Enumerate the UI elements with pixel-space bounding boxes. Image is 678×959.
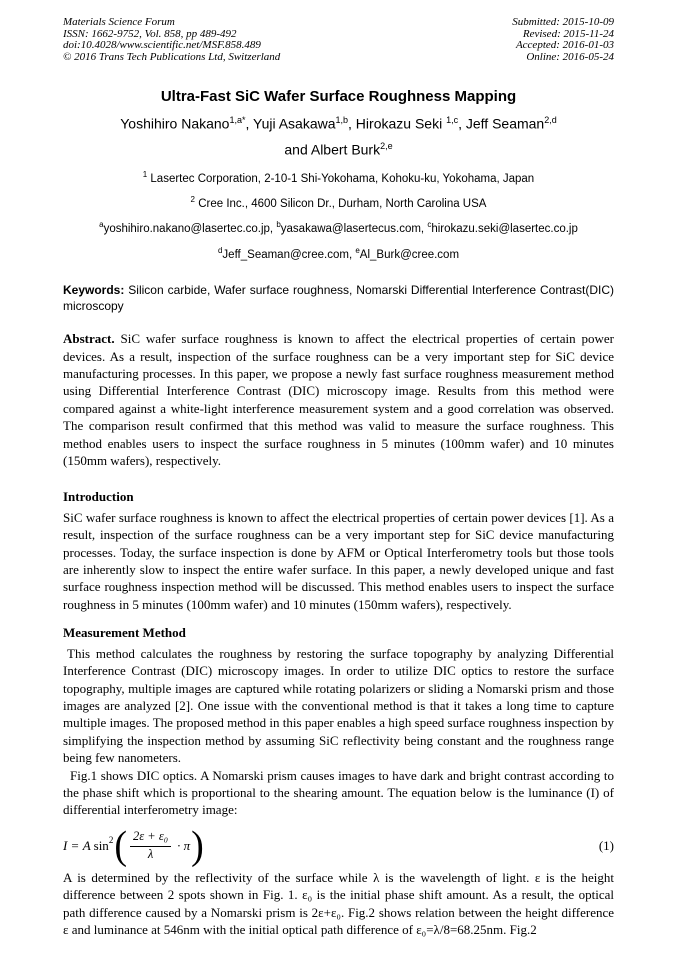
doi-line: doi:10.4028/www.scientific.net/MSF.858.489 [63, 39, 261, 52]
journal-name: Materials Science Forum [63, 16, 175, 28]
keywords-text: Silicon carbide, Wafer surface roughness, Nomarski Differential Interference Contrast(DIC) microscopy [63, 283, 614, 313]
section-heading-measurement-method: Measurement Method [63, 625, 186, 641]
email-address: yasakawa@lasertecus.com, [280, 223, 428, 236]
introduction-paragraph: SiC wafer surface roughness is known to affect the electrical properties of certain power devices [1]. As a result, inspection of the surface roughness can be a very important step for SiC device manufacturing processes. Today, the surface inspection is done by AFM or Optical Interferometry tools but those tools are inherently slow to inspect the entire wafer surface. In this paper, a newly developed unique and fast surface roughness inspection method will be discussed. This method enables users to inspect the surface roughness in 5 minutes (100mm wafer) and 10 minutes (150mm wafers), respectively. [63, 509, 614, 612]
equation-numerator: 2ε + ε₀ [130, 829, 171, 847]
issn-volume-line: ISSN: 1662-9752, Vol. 858, pp 489-492 [63, 27, 237, 40]
journal-header [63, 17, 614, 63]
equation-close-paren: ) [191, 823, 204, 868]
abstract-section [63, 330, 614, 469]
paper-title: Ultra-Fast SiC Wafer Surface Roughness Mapping [160, 88, 517, 106]
equation-number: (1) [598, 837, 614, 853]
measurement-method-paragraph-3: A is determined by the reflectivity of the surface while λ is the wavelength of light. ε is the height difference between 2 spots shown in Fig. 1. ε₀ is the initial phase shift amount. As a result, the optical path difference caused by a Nomarski prism is 2ε+ε₀. Fig.2 shows relation between the height difference ε and luminance at 546nm with the initial optical path difference of ε₀=λ/8=68.25nm. Fig.2 [63, 869, 614, 937]
affiliation-2 [63, 193, 614, 211]
submitted-date: Submitted: 2015-10-09 [512, 16, 614, 28]
email-address: Jeff_Seaman@cree.com, [222, 249, 356, 261]
journal-header-left [63, 17, 280, 63]
author-name: , Yuji Asakawa [245, 116, 336, 133]
equation-equals: = [71, 837, 79, 853]
equation-1 [63, 823, 614, 869]
email-sup: d [217, 246, 223, 256]
email-address: yoshihiro.nakano@lasertec.co.jp, [103, 223, 277, 236]
email-line-1 [63, 218, 614, 236]
accepted-date: Accepted: 2016-01-03 [515, 39, 614, 52]
author-name: Yoshihiro Nakano [120, 116, 230, 133]
author-name: , Jeff Seaman [458, 116, 545, 133]
email-address: Al_Burk@cree.com [359, 249, 460, 261]
affiliation-1 [63, 168, 614, 186]
email-sup: e [355, 246, 360, 256]
author-line-2 [63, 135, 614, 161]
online-date: Online: 2016-05-24 [526, 50, 614, 63]
author-affil-sup: 1,a* [229, 115, 246, 126]
email-sup: a [99, 220, 104, 230]
equation-sin: sin [93, 837, 109, 853]
email-line-2 [63, 244, 614, 262]
keywords-section [63, 283, 614, 314]
affiliation-text: Cree Inc., 4600 Silicon Dr., Durham, North Carolina USA [195, 197, 487, 210]
equation-lhs: I [63, 837, 68, 853]
journal-header-right [512, 17, 614, 63]
author-affil-sup: 2,e [380, 141, 393, 152]
equation-dot-pi: · π [177, 837, 191, 853]
author-name: and Albert Burk [284, 141, 381, 158]
equation-coefficient: A [82, 837, 91, 853]
revised-date: Revised: 2015-11-24 [522, 27, 614, 40]
keywords-label: Keywords: [63, 283, 125, 297]
email-address: hirokazu.seki@lasertec.co.jp [431, 223, 578, 236]
equation-exponent: 2 [108, 834, 114, 845]
measurement-method-paragraph-1: This method calculates the roughness by restoring the surface topography by analyzing Differential Interference Contrast (DIC) microscopy images. In order to utilize DIC optics to restore the surface topography, multiple images are captured while rotating polarizers or sliding a Nomarski prism and those images are analyzed [2]. One issue with the conventional method is that it takes a long time to capture multiple images. The proposed method in this paper enables a high speed surface roughness inspection by simplifying the inspection method by assuming SiC reflectivity being constant and the roughness range being few nanometers. [63, 645, 614, 766]
author-affil-sup: 2,d [544, 115, 557, 126]
author-affil-sup: 1,c [446, 115, 459, 126]
abstract-text: SiC wafer surface roughness is known to affect the electrical properties of certain power devices. As a result, inspection of the surface roughness can be a very important step for SiC device manufacturing processes. In this paper, we propose a newly fast surface roughness measurement method using Differential Interference Contrast (DIC) microscopy image. Results from this method were compared against a white-light interference measurement system and a good correlation was observed. The comparison result confirmed that this method was valid to measure the surface roughness. This method enables users to inspect the surface roughness in 5 minutes (100mm wafer) and 10 minutes (150mm wafers), respectively. [63, 331, 614, 469]
equation-open-paren: ( [114, 823, 127, 868]
email-sup: c [427, 220, 432, 230]
author-affil-sup: 1,b [335, 115, 349, 126]
affiliation-sup: 1 [142, 169, 148, 179]
affiliation-text: Lasertec Corporation, 2-10-1 Shi-Yokohama, Kohoku-ku, Yokohama, Japan [147, 172, 535, 185]
measurement-method-paragraph-2: Fig.1 shows DIC optics. A Nomarski prism causes images to have dark and bright contrast according to the phase shift which is proportional to the shearing amount. The equation below is the luminance (I) of differential interferometry image: [63, 767, 614, 818]
affiliation-sup: 2 [190, 194, 195, 204]
equation-denominator: λ [147, 846, 154, 861]
abstract-label: Abstract. [63, 331, 115, 347]
copyright-line: © 2016 Trans Tech Publications Ltd, Switzerland [63, 50, 281, 63]
section-heading-introduction: Introduction [63, 489, 134, 505]
email-sup: b [276, 220, 281, 230]
author-name: , Hirokazu Seki [348, 116, 447, 133]
author-line-1 [63, 109, 614, 135]
equation-fraction [130, 829, 171, 862]
